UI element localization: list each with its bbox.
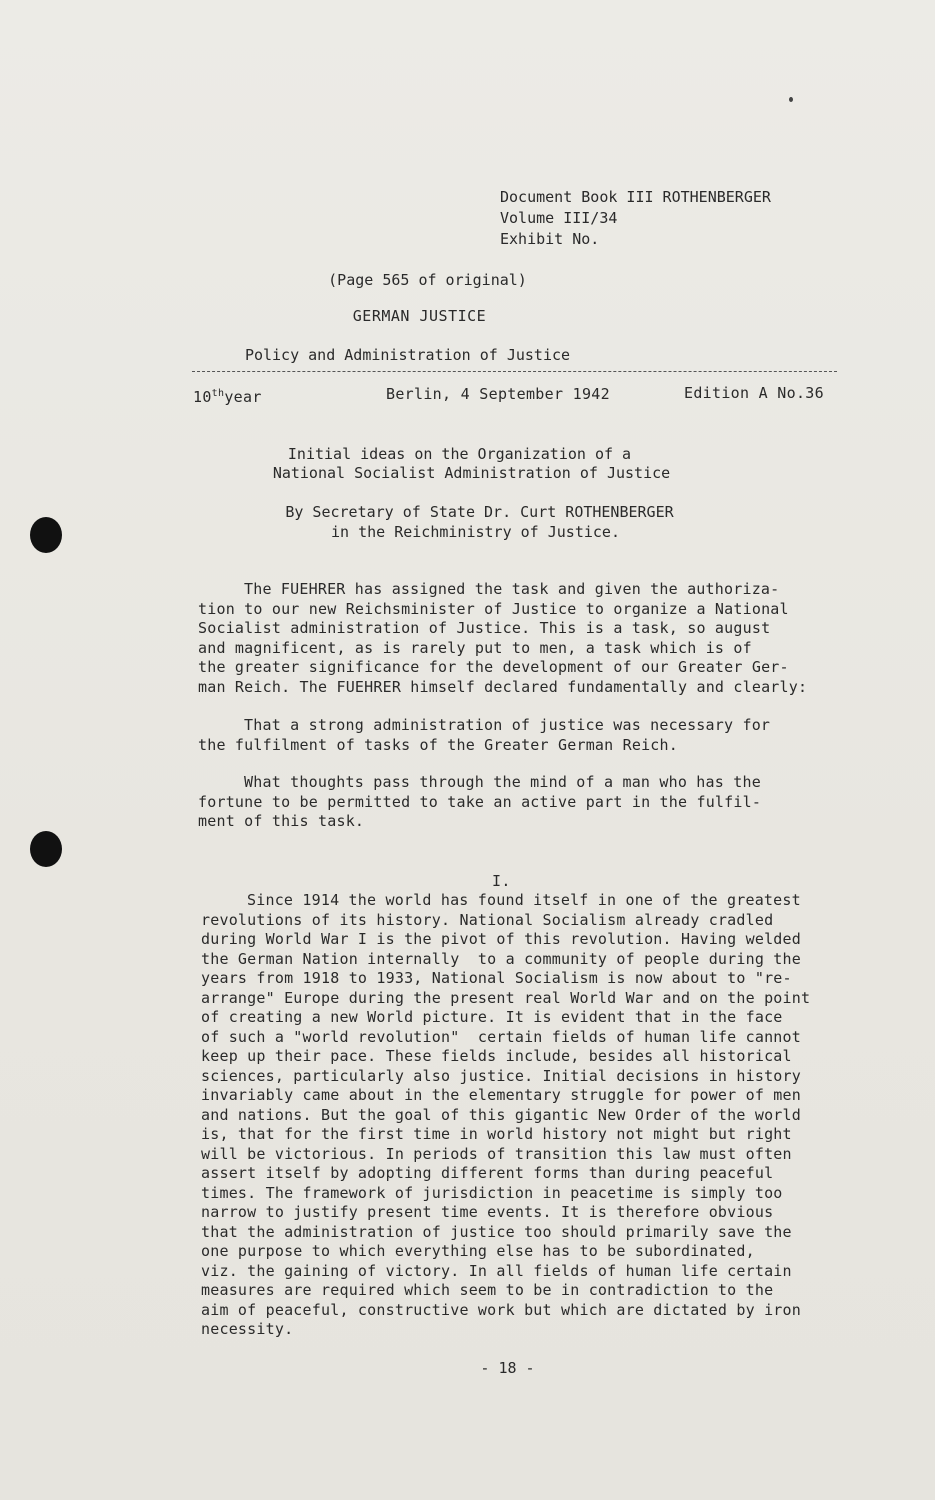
paragraph-line: ment of this task. (198, 812, 365, 830)
publication-title: GERMAN JUSTICE (352, 307, 487, 325)
paragraph-line: viz. the gaining of victory. In all fields of human life certain (201, 1261, 792, 1280)
page-number: - 18 - (480, 1359, 535, 1377)
paragraph-line: invariably came about in the elementary struggle for power of men (201, 1086, 801, 1104)
article-title-line-1: Initial ideas on the Organization of a (287, 445, 632, 463)
paragraph-line: Socialist administration of Justice. This is a task, so august (198, 619, 771, 637)
paragraph-line: That a strong administration of justice was necessary for (244, 716, 771, 734)
paragraph-line: What thoughts pass through the mind of a man who has the (244, 773, 761, 791)
section-number: I. (492, 872, 511, 890)
paragraph-line: the German Nation internally to a community of people during the (201, 949, 801, 968)
paragraph-line: necessity. (201, 1320, 294, 1338)
paragraph-line: sciences, particularly also justice. Initial decisions in history (201, 1066, 801, 1085)
paragraph-2 (198, 716, 770, 755)
publication-subtitle: Policy and Administration of Justice (244, 346, 571, 364)
edition-number: Edition A No.36 (684, 384, 824, 402)
paragraph-4 (201, 891, 810, 1340)
paragraph-line: will be victorious. In periods of transition this law must often (201, 1144, 792, 1163)
document-book-line: Document Book III ROTHENBERGER (500, 188, 771, 206)
paragraph-line: Since 1914 the world has found itself in one of the greatest (247, 891, 801, 909)
paragraph-line: fortune to be permitted to take an active part in the fulfil- (198, 792, 762, 811)
page-of-original: (Page 565 of original) (328, 271, 527, 289)
author-line-1: By Secretary of State Dr. Curt ROTHENBERGER (285, 503, 674, 521)
paragraph-3 (198, 773, 761, 832)
paragraph-line: man Reich. The FUEHRER himself declared fundamentally and clearly: (198, 677, 808, 696)
paragraph-line: and nations. But the goal of this gigantic New Order of the world (201, 1105, 801, 1124)
ink-speck (789, 97, 793, 102)
paragraph-line: The FUEHRER has assigned the task and given the authoriza- (244, 580, 780, 598)
volume-line: Volume III/34 (500, 209, 618, 227)
paragraph-line: tion to our new Reichsminister of Justice to organize a National (198, 599, 789, 618)
article-title-line-2: National Socialist Administration of Justice (272, 464, 671, 482)
paragraph-line: and magnificent, as is rarely put to men, a task which is of (198, 638, 752, 657)
paragraph-line: years from 1918 to 1933, National Socialism is now about to "re- (201, 969, 792, 987)
paragraph-line: narrow to justify present time events. It is therefore obvious (201, 1203, 774, 1221)
paragraph-1 (198, 580, 807, 697)
paragraph-line: measures are required which seem to be in contradiction to the (201, 1281, 774, 1299)
author-line-2: in the Reichministry of Justice. (331, 523, 620, 541)
paragraph-line: of creating a new World picture. It is evident that in the face (201, 1008, 783, 1026)
paragraph-line: aim of peaceful, constructive work but which are dictated by iron (201, 1300, 801, 1319)
paragraph-line: one purpose to which everything else has to be subordinated, (201, 1242, 755, 1260)
punch-hole-bottom (30, 831, 62, 867)
paragraph-line: of such a "world revolution" certain fields of human life cannot (201, 1027, 801, 1046)
document-book-header (500, 187, 771, 250)
publication-year: 10thyear (193, 388, 262, 406)
paragraph-line: keep up their pace. These fields include, besides all historical (201, 1047, 792, 1065)
paragraph-line: revolutions of its history. National Socialism already cradled (201, 910, 774, 929)
place-and-date: Berlin, 4 September 1942 (386, 385, 610, 403)
header-rule (192, 371, 837, 372)
paragraph-line: arrange" Europe during the present real World War and on the point (201, 988, 811, 1007)
paragraph-line: times. The framework of jurisdiction in peacetime is simply too (201, 1183, 783, 1202)
paragraph-line: the greater significance for the development of our Greater Ger- (198, 658, 789, 676)
exhibit-line: Exhibit No. (500, 230, 600, 248)
paragraph-line: is, that for the first time in world history not might but right (201, 1125, 792, 1143)
paragraph-line: that the administration of justice too should primarily save the (201, 1222, 792, 1241)
paragraph-line: during World War I is the pivot of this revolution. Having welded (201, 930, 801, 948)
paragraph-line: the fulfilment of tasks of the Greater German Reich. (198, 735, 678, 754)
paragraph-line: assert itself by adopting different forms than during peaceful (201, 1164, 774, 1182)
